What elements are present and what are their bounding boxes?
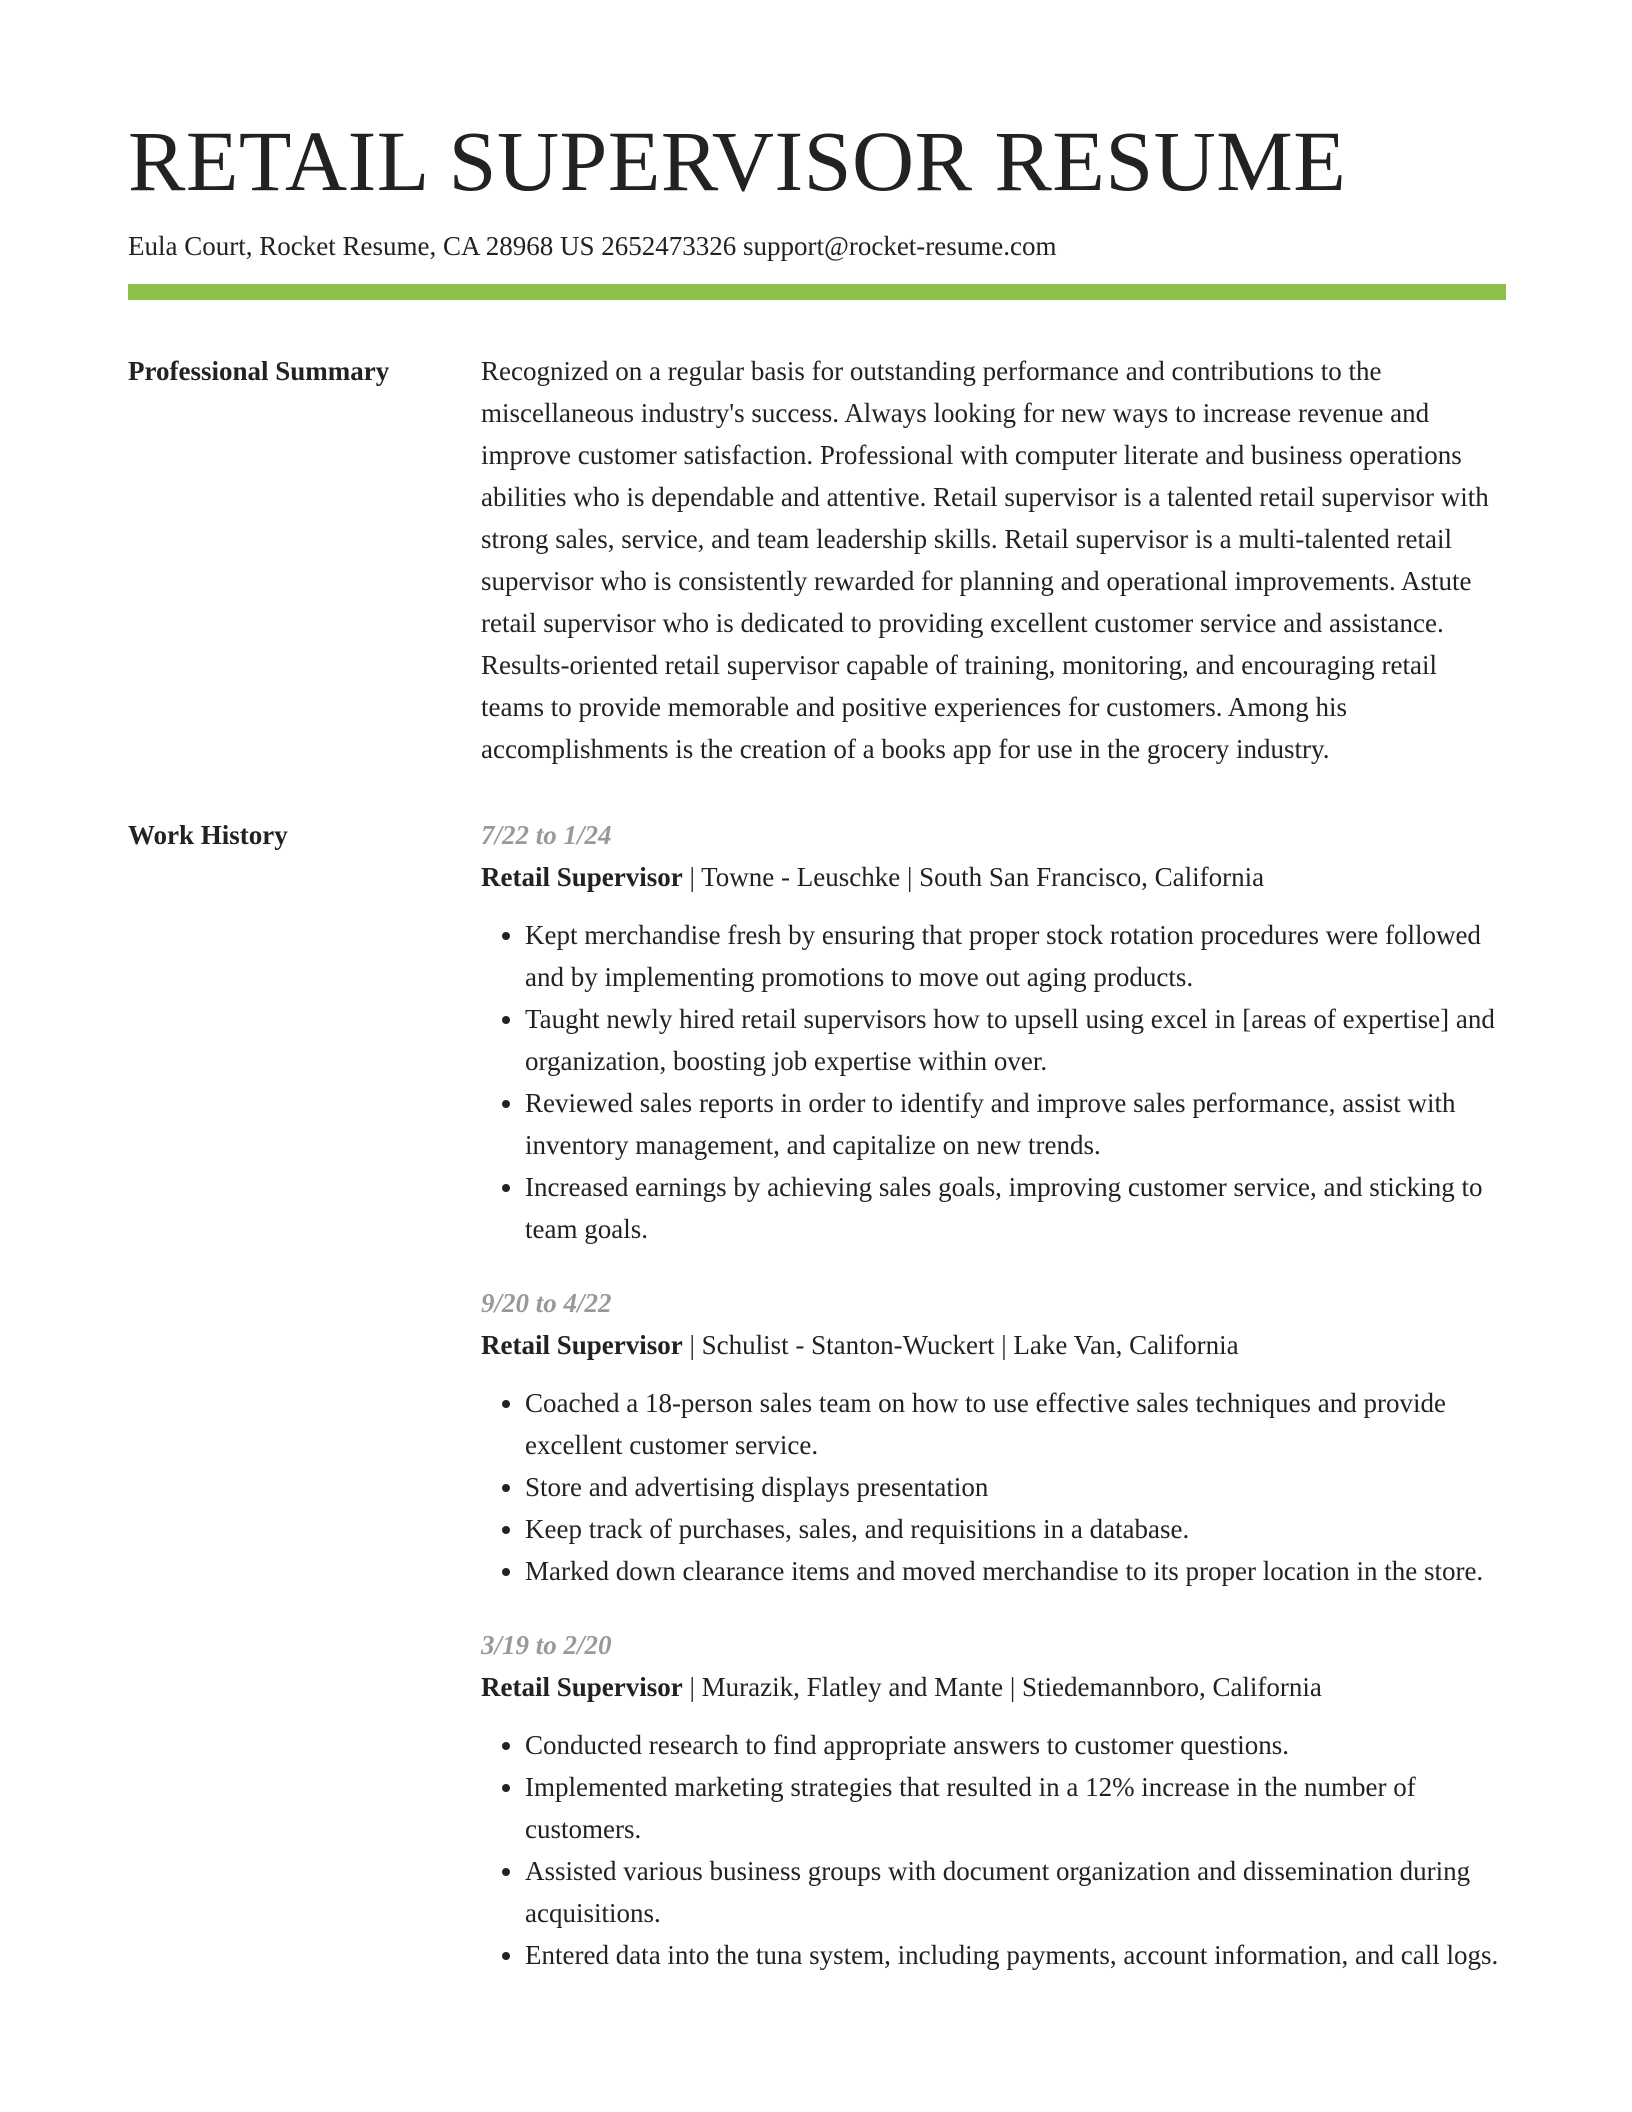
section-label-summary: Professional Summary (128, 356, 390, 387)
job-bullet: • Implemented marketing strategies that resulted in a 12% increase in the number of customers. (525, 1766, 1506, 1850)
job-details: | Towne - Leuschke | South San Francisco, California (682, 862, 1265, 893)
resume-page (128, 113, 1506, 1976)
professional-summary-section (128, 350, 1506, 770)
job-entry (481, 1282, 1506, 1592)
job-heading (481, 1324, 1506, 1366)
job-bullet: • Assisted various business groups with document organization and dissemination during acquisitions. (525, 1850, 1506, 1934)
job-details: | Schulist - Stanton-Wuckert | Lake Van, California (682, 1330, 1239, 1361)
job-heading (481, 856, 1506, 898)
section-body-work-history (481, 814, 1506, 1976)
job-entry (481, 1624, 1506, 1976)
job-title: Retail Supervisor (481, 1330, 683, 1361)
job-heading (481, 1666, 1506, 1708)
job-bullet: • Kept merchandise fresh by ensuring that proper stock rotation procedures were followed and by implementing promotions to move out aging products. (525, 914, 1506, 998)
job-details: | Murazik, Flatley and Mante | Stiedemannboro, California (682, 1672, 1322, 1703)
job-bullets (481, 1382, 1506, 1592)
job-dates: 3/19 to 2/20 (481, 1630, 612, 1661)
summary-text: Recognized on a regular basis for outstanding performance and contributions to the miscellaneous industry's success. Always looking for new ways to increase revenue and improve customer satisfaction. Professional with computer literate and business operations abilities who is dependable and attentive. Retail supervisor is a talented retail supervisor with strong sales, service, and team leadership skills. Retail supervisor is a multi-talented retail supervisor who is consistently rewarded for planning and operational improvements. Astute retail supervisor who is dedicated to providing excellent customer service and assistance. Results-oriented retail supervisor capable of training, monitoring, and encouraging retail teams to provide memorable and positive experiences for customers. Among his accomplishments is the creation of a books app for use in the grocery industry. (481, 356, 1489, 765)
job-bullet: • Coached a 18-person sales team on how to use effective sales techniques and provide excellent customer service. (525, 1382, 1506, 1466)
job-title: Retail Supervisor (481, 1672, 683, 1703)
job-bullets (481, 1724, 1506, 1976)
job-bullet: • Reviewed sales reports in order to identify and improve sales performance, assist with inventory management, and capitalize on new trends. (525, 1082, 1506, 1166)
job-dates: 7/22 to 1/24 (481, 820, 612, 851)
job-bullet: • Marked down clearance items and moved merchandise to its proper location in the store. (525, 1550, 1506, 1592)
resume-title: RETAIL SUPERVISOR RESUME (128, 113, 1347, 209)
job-bullet: • Conducted research to find appropriate answers to customer questions. (525, 1724, 1506, 1766)
job-title: Retail Supervisor (481, 862, 683, 893)
job-bullet: • Entered data into the tuna system, including payments, account information, and call logs. (525, 1934, 1506, 1976)
contact-line: Eula Court, Rocket Resume, CA 28968 US 2652473326 support@rocket-resume.com (128, 231, 1057, 261)
job-entry (481, 814, 1506, 1250)
job-dates: 9/20 to 4/22 (481, 1288, 612, 1319)
job-bullet: • Store and advertising displays presentation (525, 1466, 1506, 1508)
job-bullet: • Increased earnings by achieving sales goals, improving customer service, and sticking to team goals. (525, 1166, 1506, 1250)
section-label-work-history: Work History (128, 820, 288, 851)
job-bullets (481, 914, 1506, 1250)
job-bullet: • Taught newly hired retail supervisors how to upsell using excel in [areas of expertise] and organization, boosting job expertise within over. (525, 998, 1506, 1082)
job-bullet: • Keep track of purchases, sales, and requisitions in a database. (525, 1508, 1506, 1550)
section-body-summary (481, 350, 1506, 770)
work-history-section (128, 814, 1506, 1976)
accent-divider (128, 284, 1506, 300)
